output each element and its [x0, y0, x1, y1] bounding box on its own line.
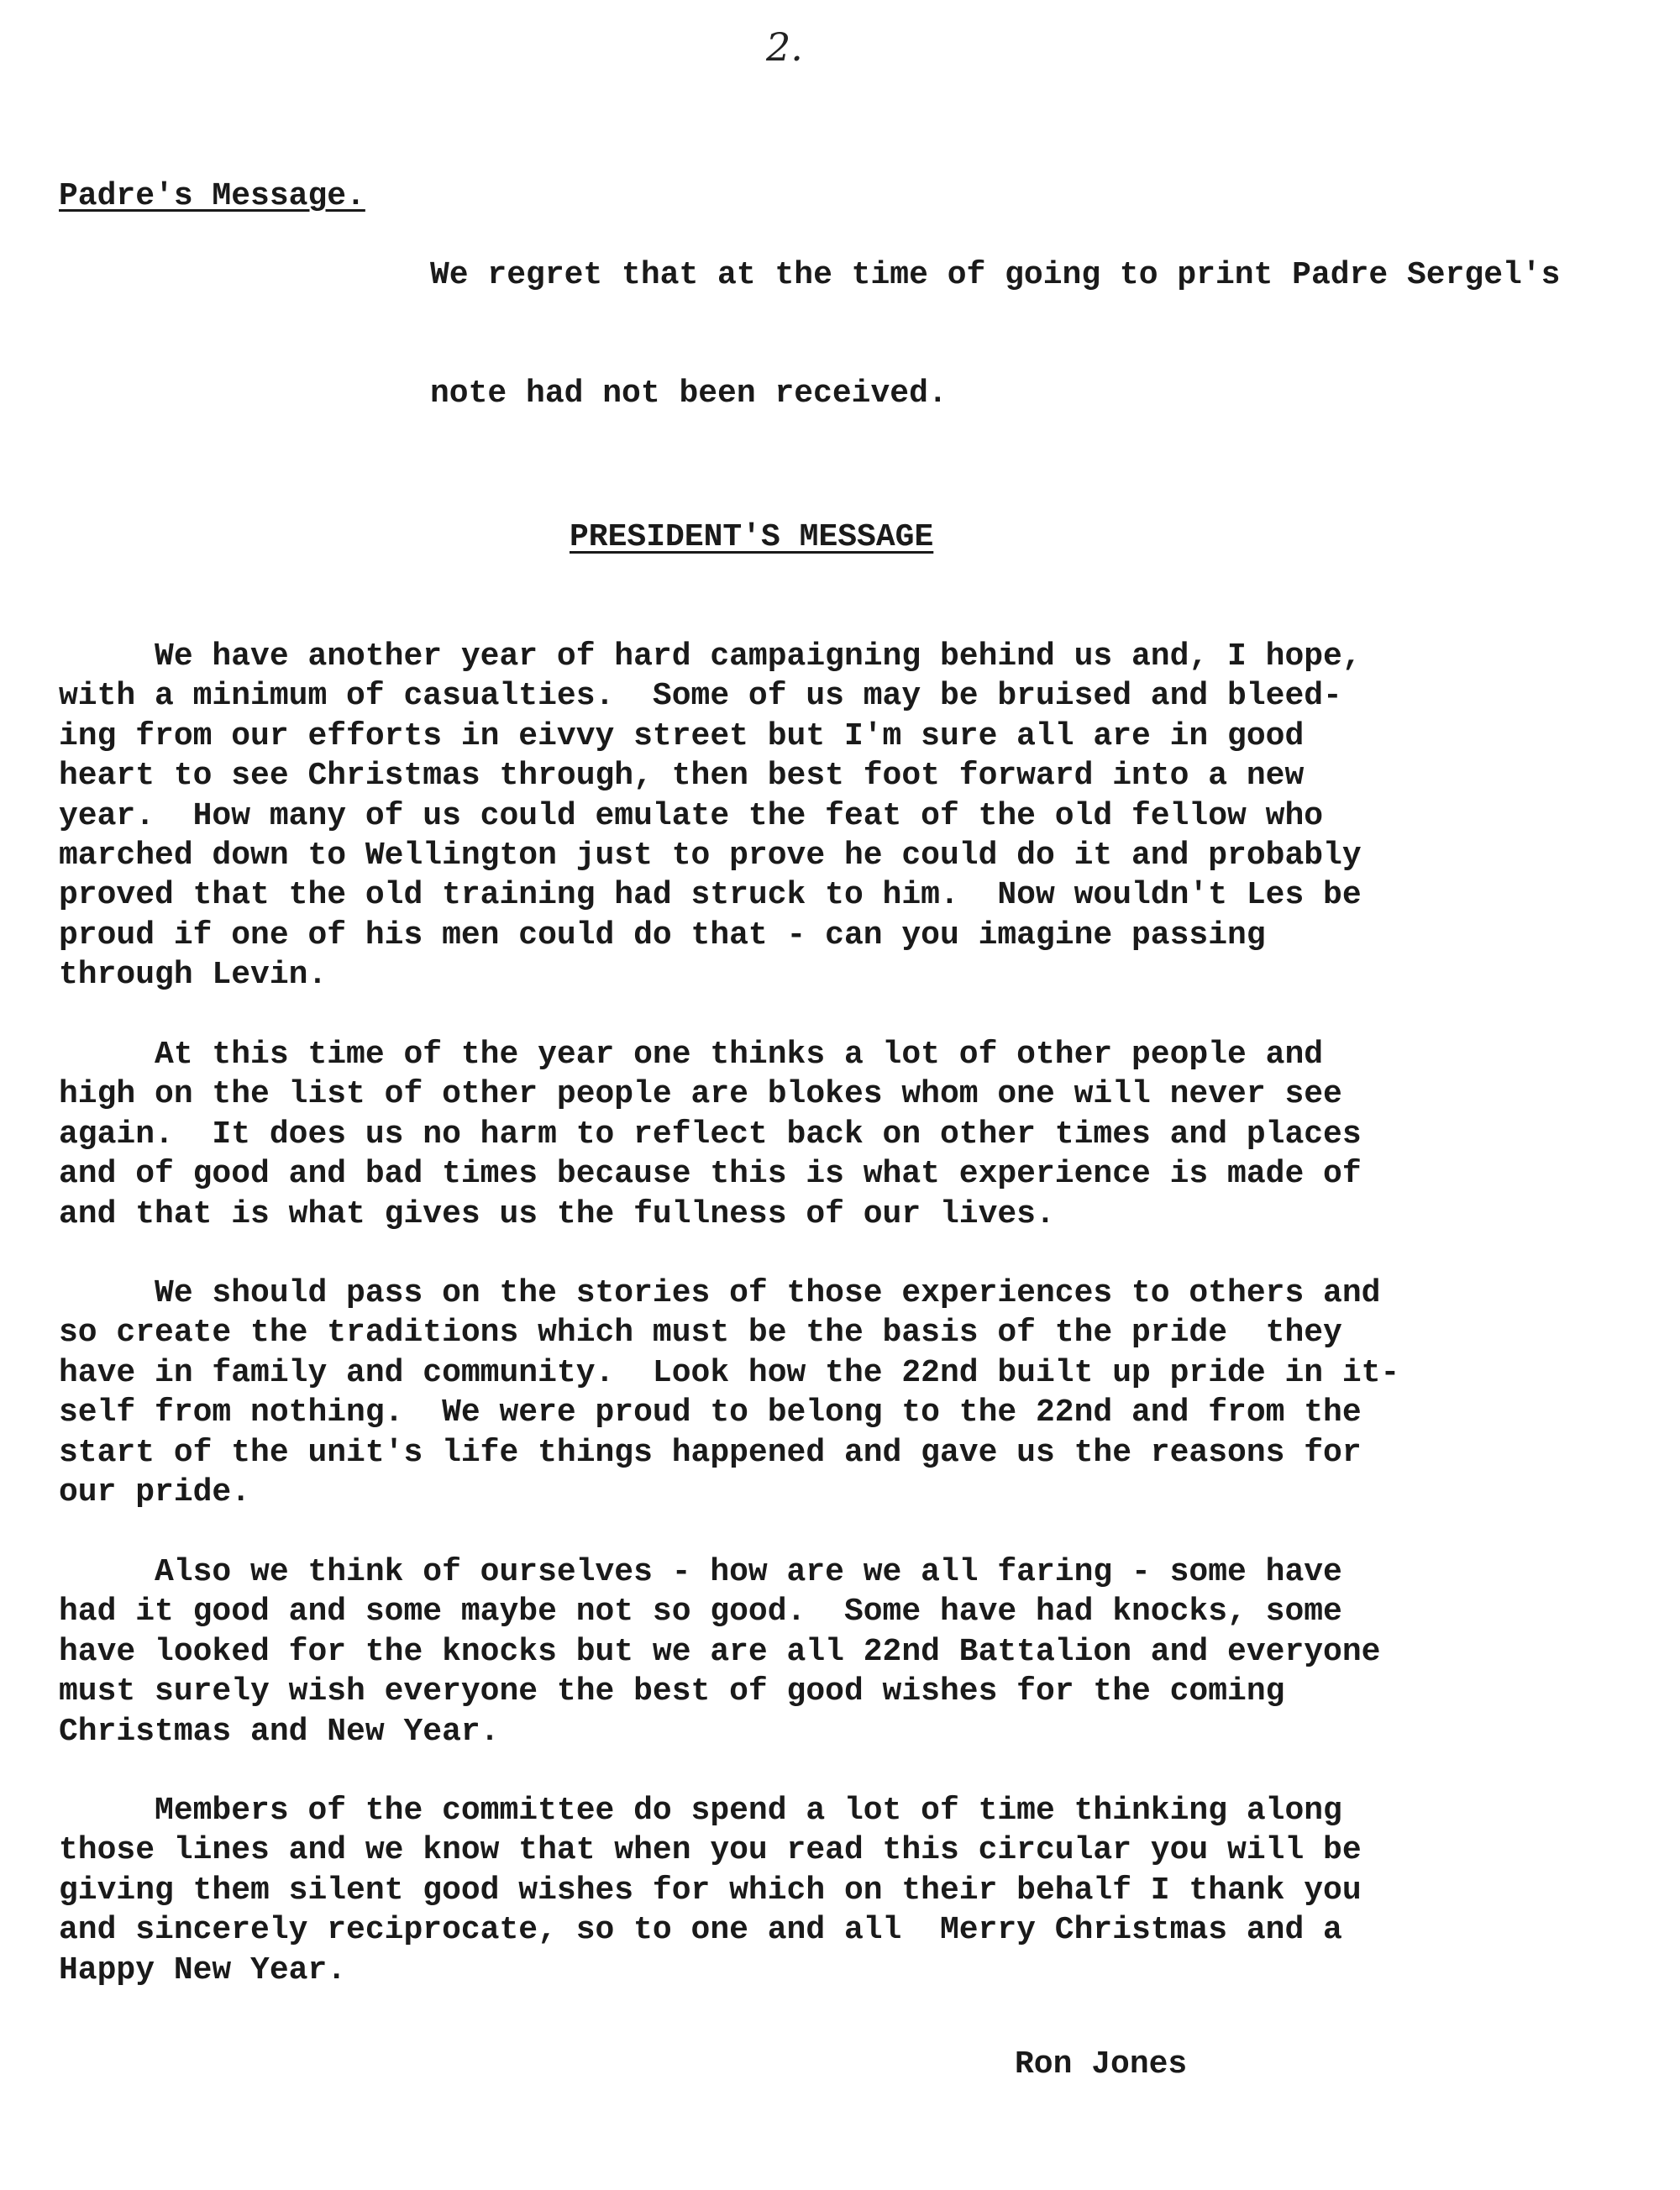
- paragraph-line: At this time of the year one thinks a lot of other people and: [59, 1037, 1324, 1073]
- padre-line: We regret that at the time of going to print Padre Sergel's: [430, 257, 1561, 293]
- paragraph-line: We should pass on the stories of those experiences to others and: [59, 1275, 1381, 1311]
- presidents-message-heading: PRESIDENT'S MESSAGE: [570, 519, 934, 555]
- paragraph-line: and of good and bad times because this is what experience is made of: [59, 1156, 1362, 1193]
- paragraph-3: [59, 1274, 1655, 1512]
- paragraph-line: We have another year of hard campaigning behind us and, I hope,: [59, 638, 1362, 675]
- paragraph-line: high on the list of other people are blokes whom one will never see: [59, 1076, 1342, 1113]
- paragraph-line: Members of the committee do spend a lot of time thinking along: [59, 1793, 1342, 1829]
- paragraph-line: proud if one of his men could do that - can you imagine passing: [59, 916, 1266, 953]
- paragraph-line: Happy New Year.: [59, 1951, 347, 1988]
- paragraph-line: Christmas and New Year.: [59, 1713, 500, 1750]
- paragraph-line: through Levin.: [59, 957, 328, 994]
- paragraph-line: heart to see Christmas through, then best foot forward into a new: [59, 758, 1305, 795]
- padre-message-label: Padre's Message.: [59, 178, 365, 214]
- signature: Ron Jones: [1015, 2046, 1188, 2082]
- padre-message-text: [430, 176, 1656, 492]
- padre-line: note had not been received.: [430, 376, 948, 412]
- paragraph-line: have in family and community. Look how the 22nd built up pride in it-: [59, 1354, 1400, 1391]
- paragraph-2: [59, 1035, 1655, 1234]
- paragraph-line: must surely wish everyone the best of good wishes for the coming: [59, 1673, 1285, 1710]
- paragraph-line: had it good and some maybe not so good. Some have had knocks, some: [59, 1594, 1342, 1631]
- paragraph-line: so create the traditions which must be the basis of the pride they: [59, 1315, 1342, 1352]
- paragraph-5: [59, 1791, 1655, 1990]
- paragraph-line: proved that the old training had struck to him. Now wouldn't Les be: [59, 877, 1362, 914]
- paragraph-line: Also we think of ourselves - how are we all faring - some have: [59, 1554, 1342, 1590]
- paragraph-line: and that is what gives us the fullness of our lives.: [59, 1195, 1055, 1232]
- paragraph-line: ing from our efforts in eivvy street but I'm sure all are in good: [59, 717, 1305, 754]
- paragraph-line: start of the unit's life things happened and gave us the reasons for: [59, 1434, 1362, 1471]
- paragraph-line: self from nothing. We were proud to belong to the 22nd and from the: [59, 1394, 1362, 1431]
- paragraph-line: giving them silent good wishes for which on their behalf I thank you: [59, 1872, 1362, 1909]
- paragraph-line: and sincerely reciprocate, so to one and all Merry Christmas and a: [59, 1912, 1342, 1949]
- paragraph-line: marched down to Wellington just to prove he could do it and probably: [59, 838, 1362, 874]
- paragraph-1: [59, 637, 1655, 995]
- paragraph-4: [59, 1552, 1655, 1751]
- paragraph-line: our pride.: [59, 1474, 251, 1511]
- paragraph-line: year. How many of us could emulate the feat of the old fellow who: [59, 797, 1324, 834]
- paragraph-line: have looked for the knocks but we are all 22nd Battalion and everyone: [59, 1633, 1381, 1670]
- paragraph-line: again. It does us no harm to reflect back on other times and places: [59, 1116, 1362, 1153]
- page-number: 2.: [766, 24, 803, 70]
- paragraph-line: those lines and we know that when you read this circular you will be: [59, 1832, 1362, 1869]
- paragraph-line: with a minimum of casualties. Some of us may be bruised and bleed-: [59, 678, 1342, 715]
